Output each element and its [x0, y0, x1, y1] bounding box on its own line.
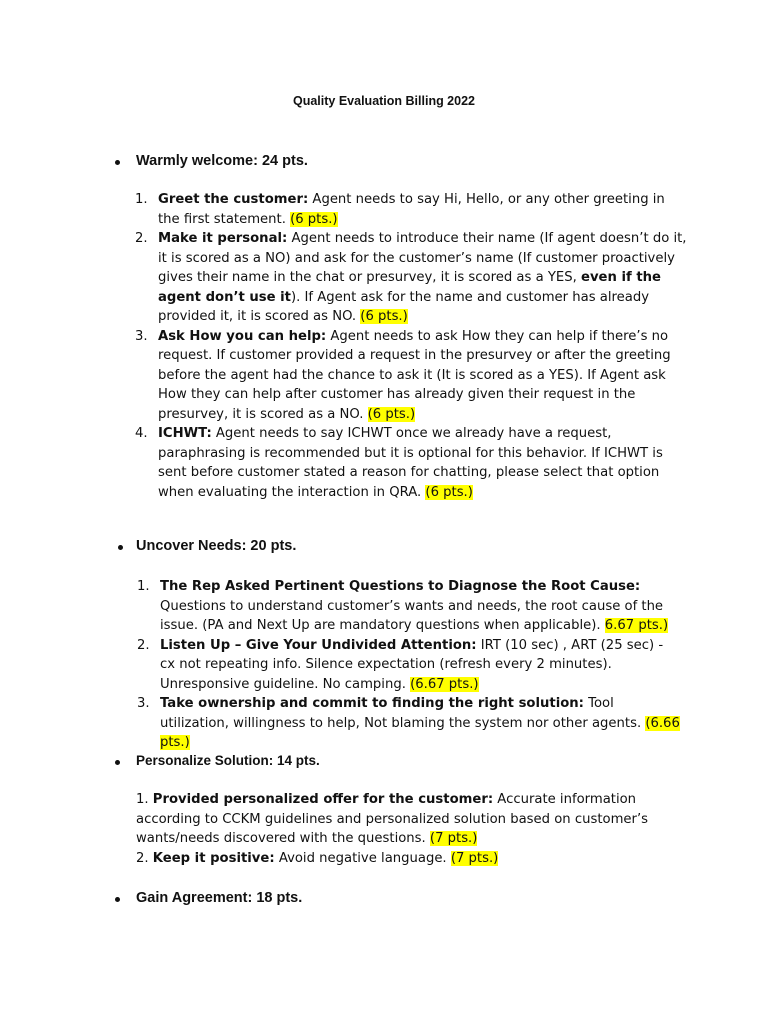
points-highlight: (6 pts.): [290, 211, 338, 227]
document-title: Quality Evaluation Billing 2022: [293, 94, 475, 108]
item-label: The Rep Asked Pertinent Questions to Diagnose the Root Cause:: [160, 579, 641, 594]
item-label: Greet the customer:: [158, 192, 309, 207]
item-number: 3.: [137, 696, 150, 711]
points-highlight: (6.67 pts.): [410, 676, 479, 692]
points-highlight: (6 pts.): [425, 484, 473, 500]
item-number: 4.: [135, 426, 148, 441]
item-text: Accurate information according to CCKM guidelines and personalized solution based on customer’s wants/needs discovered with the questions.: [136, 792, 649, 846]
section-heading-text: Personalize Solution: 14 pts.: [136, 753, 320, 768]
item-number: 2.: [135, 231, 148, 246]
item-label: Take ownership and commit to finding the right solution:: [160, 696, 584, 711]
list-item: [136, 790, 681, 849]
item-text: Tool utilization, willingness to help, Not blaming the system nor other agents.: [160, 696, 646, 731]
item-label: Ask How you can help:: [158, 328, 327, 344]
item-label: Keep it positive:: [152, 850, 275, 866]
section-heading-text: Gain Agreement: 18 pts.: [136, 890, 303, 906]
bullet-icon: [115, 897, 120, 902]
item-text: ). If Agent ask for the name and customer has already provided it, it is scored as NO.: [158, 289, 650, 324]
item-number: 2.: [136, 850, 153, 866]
item-text: Avoid negative language.: [274, 850, 451, 866]
bullet-icon: [115, 760, 120, 765]
section-heading-personalize-solution: [136, 753, 320, 768]
item-text: Agent needs to ask How they can help if there’s no request. If customer provided a request in the presurvey or after the greeting before the agent had the chance to ask it (It is scored as a YES). If Agent ask How they can help after customer has already given their request in the presurvey, it is scored as a NO.: [158, 328, 671, 422]
points-highlight: (7 pts.): [450, 850, 499, 866]
points-highlight: (6.66 pts.): [160, 715, 680, 750]
item-text: IRT (10 sec) , ART (25 sec) - cx not repeating info. Silence expectation (refresh every 2 minutes). Unresponsive guideline. No camping.: [160, 637, 664, 692]
section-heading-text: Uncover Needs: 20 pts.: [136, 538, 297, 554]
points-highlight: 6.67 pts.): [604, 618, 669, 633]
item-number: 2.: [137, 637, 150, 653]
item-number: 1.: [136, 792, 153, 807]
item-text: Questions to understand customer’s wants and needs, the root cause of the issue. (PA and Next Up are mandatory questions when applicable).: [160, 598, 664, 633]
section-heading-warmly-welcome: [136, 153, 308, 169]
item-text: Agent needs to say Hi, Hello, or any other greeting in the first statement.: [158, 192, 665, 227]
list-item: [137, 636, 680, 695]
item-text: Agent needs to introduce their name (If agent doesn’t do it, it is scored as a NO) and ask for the customer’s name (If customer proactively gives their name in the chat or presurvey, it is scored as a YES,: [158, 231, 687, 285]
list-item: [137, 694, 680, 753]
section-heading-uncover-needs: [136, 538, 296, 554]
section1-list: [135, 190, 688, 502]
bullet-icon: [118, 545, 123, 550]
item-label: Listen Up – Give Your Undivided Attention:: [160, 637, 477, 653]
list-item: [135, 229, 688, 327]
points-highlight: (7 pts.): [429, 831, 478, 846]
points-highlight: (6 pts.): [360, 309, 408, 324]
list-item: [135, 327, 688, 425]
item-number: 3.: [135, 328, 148, 344]
section3-list: [136, 790, 681, 868]
list-item: [136, 849, 681, 869]
section-heading-text: Warmly welcome: 24 pts.: [136, 153, 308, 169]
item-number: 1.: [137, 579, 150, 594]
bullet-icon: [115, 160, 120, 165]
item-emphasis: even if the agent don’t use it: [158, 270, 661, 305]
list-item: [135, 424, 688, 502]
item-label: ICHWT:: [158, 426, 212, 441]
list-item: [135, 190, 688, 229]
section-heading-gain-agreement: [136, 890, 302, 906]
item-text: Agent needs to say ICHWT once we already have a request, paraphrasing is recommended but it is optional for this behavior. If ICHWT is sent before customer stated a reason for chatting, please select that option when evaluating the interaction in QRA.: [158, 426, 663, 500]
item-label: Make it personal:: [158, 231, 288, 246]
item-label: Provided personalized offer for the customer:: [152, 792, 494, 807]
list-item: [137, 577, 680, 636]
points-highlight: (6 pts.): [367, 406, 416, 422]
section2-list: [137, 577, 680, 753]
item-number: 1.: [135, 192, 148, 207]
